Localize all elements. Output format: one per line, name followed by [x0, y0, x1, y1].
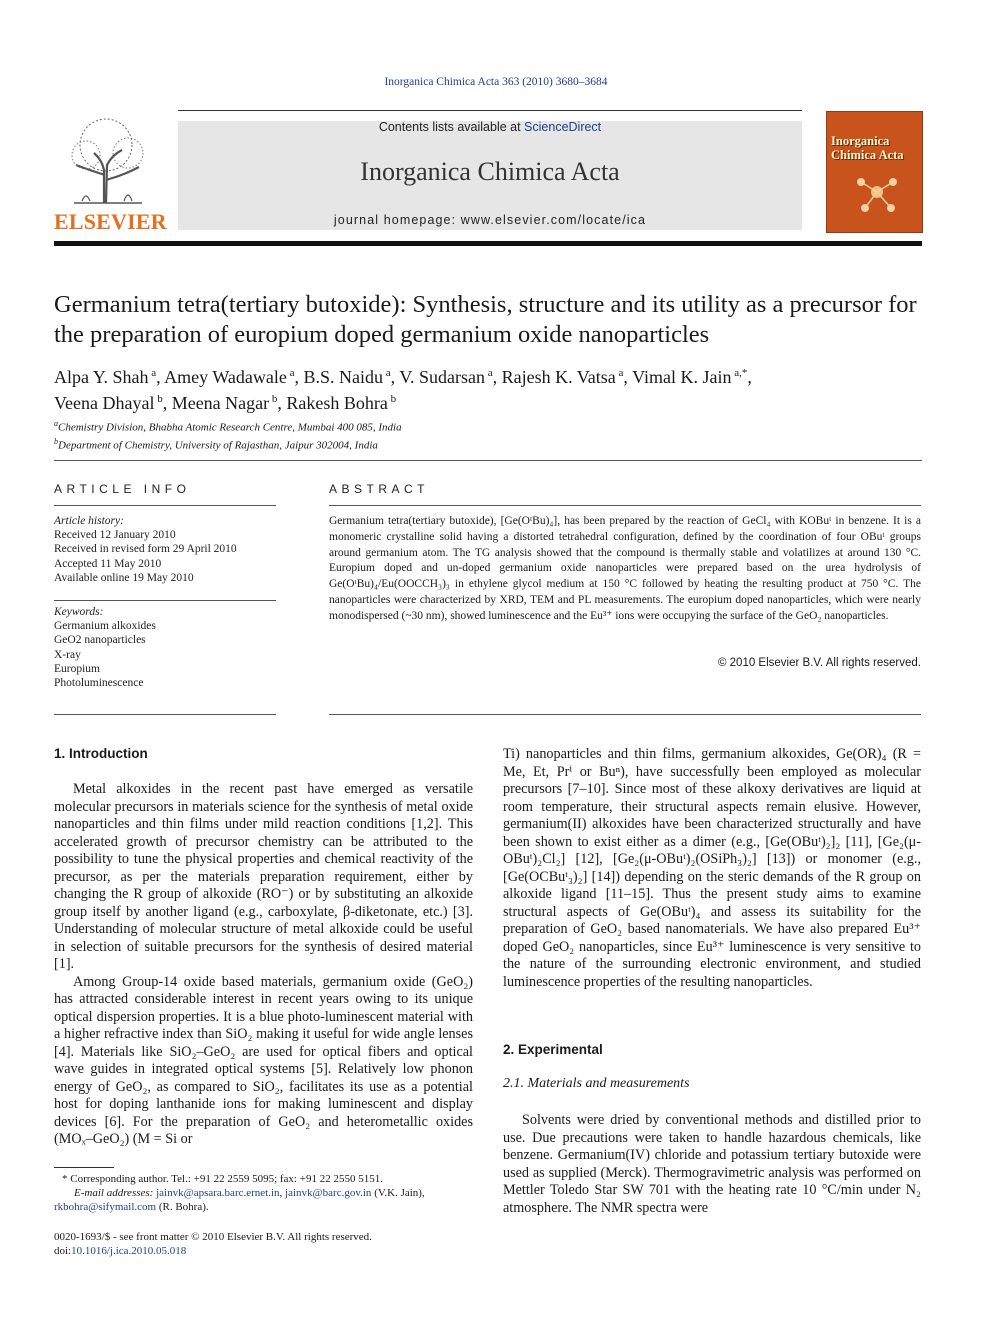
author-name[interactable]: Rakesh Bohra — [286, 393, 388, 413]
history-item: Received 12 January 2010 — [54, 529, 176, 542]
introduction-continued — [503, 746, 921, 991]
keyword-item[interactable]: GeO2 nanoparticles — [54, 634, 146, 647]
affiliation-text: Chemistry Division, Bhabha Atomic Research Centre, Mumbai 400 085, India — [58, 421, 402, 434]
author-name[interactable]: Vimal K. Jain — [632, 367, 732, 387]
history-item: Received in revised form 29 April 2010 — [54, 543, 237, 556]
author-separator: , — [156, 367, 165, 387]
article-history — [54, 514, 276, 585]
author-affiliation-mark: b — [387, 393, 397, 405]
email-link-1[interactable]: jainvk@apsara.barc.ernet.in — [156, 1187, 280, 1199]
author-affiliation-mark: b — [154, 393, 163, 405]
email-line-2 — [54, 1200, 474, 1214]
keyword-item[interactable]: Germanium alkoxides — [54, 620, 156, 633]
author-separator: , — [492, 367, 502, 387]
abstract-top-rule — [329, 505, 921, 506]
experimental-body — [503, 1112, 921, 1217]
affiliation-mark: b — [54, 436, 58, 446]
header-thick-rule — [54, 241, 922, 246]
header-top-rule — [178, 110, 802, 111]
author-separator: , — [390, 367, 400, 387]
abstract-bottom-rule — [329, 714, 921, 715]
cover-molecule-graphic — [847, 170, 907, 220]
keyword-item[interactable]: Photoluminescence — [54, 677, 144, 690]
keyword-item[interactable]: Europium — [54, 662, 100, 675]
history-item: Accepted 11 May 2010 — [54, 557, 162, 570]
introduction-heading: 1. Introduction — [54, 746, 148, 761]
issn-line: 0020-1693/$ - see front matter © 2010 Elsevier B.V. All rights reserved. — [54, 1231, 372, 1243]
history-label: Article history: — [54, 515, 124, 527]
doi-label: doi: — [54, 1245, 72, 1257]
journal-name: Inorganica Chimica Acta — [360, 157, 620, 186]
experimental-heading: 2. Experimental — [503, 1042, 603, 1057]
author-separator: , — [294, 367, 304, 387]
author-name[interactable]: V. Sudarsan — [399, 367, 485, 387]
author-name[interactable]: Alpa Y. Shah — [54, 367, 149, 387]
article-info-rule — [54, 505, 276, 506]
title-divider — [54, 460, 922, 461]
author-affiliation-mark: a — [286, 367, 295, 379]
intro-paragraph-1: Metal alkoxides in the recent past have emerged as versatile molecular precursors in materials science for the synthesis of metal oxide nanoparticles and thin films under mild reaction conditions [1,2]. This accelerated growth of precursor chemistry can be attributed to the possibility to tune the physical properties and chemical reactivity of the precursor, as per the materials preparation requirement, either by changing the R group of alkoxide (RO⁻) or by substituting an alkoxide group itself by another ligand (e.g., carboxylate, β-diketonate, etc.) [3]. Understanding of molecular structure of metal alkoxide could be useful in selection of suitable precursors for the synthesis of desired material [1]. — [54, 781, 473, 972]
journal-citation[interactable]: Inorganica Chimica Acta 363 (2010) 3680–3684 — [384, 76, 608, 88]
author-affiliation-mark: b — [269, 393, 278, 405]
abstract-text: Germanium tetra(tertiary butoxide), [Ge(OᵗBu)₄], has been prepared by the reaction of GeCl₄ with KOBuᵗ in benzene. It is a monomeric crystalline solid having a distorted tetrahedral configuration, defined by the coordination of four OBuᵗ groups around germanium atom. The TG analysis showed that the compound is thermally stable and volatilizes at around 130 °C. Europium doped and un-doped germanium oxide nanoparticles were prepared based on the urea hydrolysis of Ge(OᵗBu)₄/Eu(OOCCH₃)₃ in ethylene glycol medium at 150 °C followed by heating the resulting product at 750 °C. The nanoparticles were characterized by XRD, TEM and PL measurements. The europium doped nanoparticles, which were nearly monodispersed (~30 nm), showed luminescence and the Eu³⁺ ions were occupying the surface of the GeO₂ nanoparticles. — [329, 515, 921, 622]
author-affiliation-mark: a,* — [731, 367, 748, 379]
history-list — [54, 528, 276, 585]
doi-line — [54, 1244, 494, 1258]
email-owner-1: (V.K. Jain), — [374, 1187, 425, 1199]
email-link-2[interactable]: jainvk@barc.gov.in — [285, 1187, 372, 1199]
author-affiliation-mark: a — [148, 367, 157, 379]
issn-doi-block — [54, 1230, 494, 1258]
corresponding-author-note: * Corresponding author. Tel.: +91 22 2559 5095; fax: +91 22 2550 5151. — [62, 1173, 383, 1185]
keywords-block — [54, 605, 276, 690]
affiliation-text: Department of Chemistry, University of Rajasthan, Jaipur 302004, India — [58, 439, 378, 452]
article-info-heading: ARTICLE INFO — [54, 482, 191, 496]
author-affiliation-mark: a — [484, 367, 493, 379]
author-separator: , — [162, 393, 172, 413]
affiliation-item — [54, 435, 402, 453]
keywords-label: Keywords: — [54, 606, 104, 618]
info-bottom-rule — [54, 714, 276, 715]
author-list — [54, 362, 924, 414]
sciencedirect-link[interactable]: ScienceDirect — [524, 120, 602, 134]
intro-paragraph-2: Among Group-14 oxide based materials, germanium oxide (GeO₂) has attracted considerable interest in recent years owing to its unique optical dispersion properties. It is a blue photo-luminescent material with a higher refractive index than SiO₂ making it useful for wide angle lenses [4]. Materials like SiO₂–GeO₂ are used for optical fibers and optical wave guides in integrated optical systems [5]. Relatively low phonon energy of GeO₂, as compared to SiO₂, facilitates its use as a potential host for doping lanthanide ions for making luminescent and display devices [6]. For the preparation of GeO₂ and heterometallic oxides (MOₓ–GeO₂) (M = Si or — [54, 973, 473, 1147]
author-separator: , — [277, 393, 287, 413]
author-name[interactable]: Veena Dhayal — [54, 393, 155, 413]
author-separator: , — [747, 367, 752, 387]
intro-paragraph-3: Ti) nanoparticles and thin films, germanium alkoxides, Ge(OR)₄ (R = Me, Et, Prⁱ or Buⁿ), have successfully been employed as molecular precursors [7–10]. Since most of these alkoxy derivatives are liquid at room temperature, their structural aspects remain elusive. However, germanium(II) alkoxides have been characterized structurally and have been shown to exist either as a dimer (e.g., [Ge(OBuᵗ)₂]₂ [11], [Ge₂(μ-OBuᵗ)₂Cl₂] [12], [Ge₂(μ-OBuᵗ)₂(OSiPh₃)₂] [13]) or monomer (e.g., [Ge(OCBuᵗ₃)₂] [14]) depending on the steric demands of the R group on alkoxide ligand [11–15]. Thus the present study aims to examine structural aspects of Ge(OBuᵗ)₄ and assess its suitability for the preparation of GeO₂ based nanomaterials. We have also prepared Eu³⁺ doped GeO₂ nanoparticles, since Eu³⁺ luminescence is very sensitive to the nature of the surrounding electronic environment, and studied luminescence properties of the resulting nanoparticles. — [503, 746, 921, 990]
author-name[interactable]: Rajesh K. Vatsa — [501, 367, 616, 387]
author-affiliation-mark: a — [382, 367, 391, 379]
journal-homepage[interactable]: journal homepage: www.elsevier.com/locate/ica — [333, 213, 647, 227]
contents-prefix: Contents lists available at — [378, 120, 525, 134]
cover-title: Inorganica Chimica Acta — [831, 134, 904, 162]
journal-cover-thumbnail[interactable] — [826, 111, 923, 233]
footnote-rule — [54, 1167, 114, 1168]
abstract-copyright: © 2010 Elsevier B.V. All rights reserved. — [717, 657, 921, 669]
author-name[interactable]: Amey Wadawale — [164, 367, 287, 387]
author-separator: , — [623, 367, 633, 387]
elsevier-wordmark: ELSEVIER — [54, 209, 167, 234]
affiliation-mark: a — [54, 419, 58, 428]
article-title: Germanium tetra(tertiary butoxide): Synthesis, structure and its utility as a precursor for the preparation of europium doped germanium oxide nanoparticles — [54, 291, 917, 348]
email-line: E-mail addresses: jainvk@apsara.barc.ernet.in, jainvk@barc.gov.in (V.K. Jain), — [74, 1187, 425, 1199]
author-affiliation-mark: a — [615, 367, 624, 379]
footnotes — [54, 1172, 474, 1214]
keywords-rule — [54, 600, 276, 601]
doi-link[interactable]: 10.1016/j.ica.2010.05.018 — [71, 1245, 187, 1257]
abstract-heading: ABSTRACT — [329, 482, 430, 496]
materials-subheading: 2.1. Materials and measurements — [503, 1076, 690, 1091]
email-owner-2: (R. Bohra). — [158, 1201, 209, 1213]
affiliation-list — [54, 417, 402, 452]
email-link-3[interactable]: rkbohra@sifymail.com — [54, 1201, 157, 1213]
introduction-body — [54, 781, 473, 1149]
experimental-paragraph-1: Solvents were dried by conventional methods and distilled prior to use. Due precautions were taken to handle hazardous chemicals, like benzene. Germanium(IV) chloride and potassium tertiary butoxide were used as supplied (Merck). Thermogravimetric analysis was performed on Mettler Toledo Star SW 701 with the heating rate 10 °C/min under N₂ atmosphere. The NMR spectra were — [503, 1112, 921, 1216]
author-name[interactable]: Meena Nagar — [171, 393, 270, 413]
contents-line — [178, 120, 802, 134]
affiliation-item — [54, 417, 402, 435]
keywords-list — [54, 619, 276, 690]
history-item: Available online 19 May 2010 — [54, 571, 194, 584]
author-name[interactable]: B.S. Naidu — [303, 367, 383, 387]
email-label: E-mail addresses: — [74, 1187, 154, 1199]
keyword-item[interactable]: X-ray — [54, 648, 81, 661]
